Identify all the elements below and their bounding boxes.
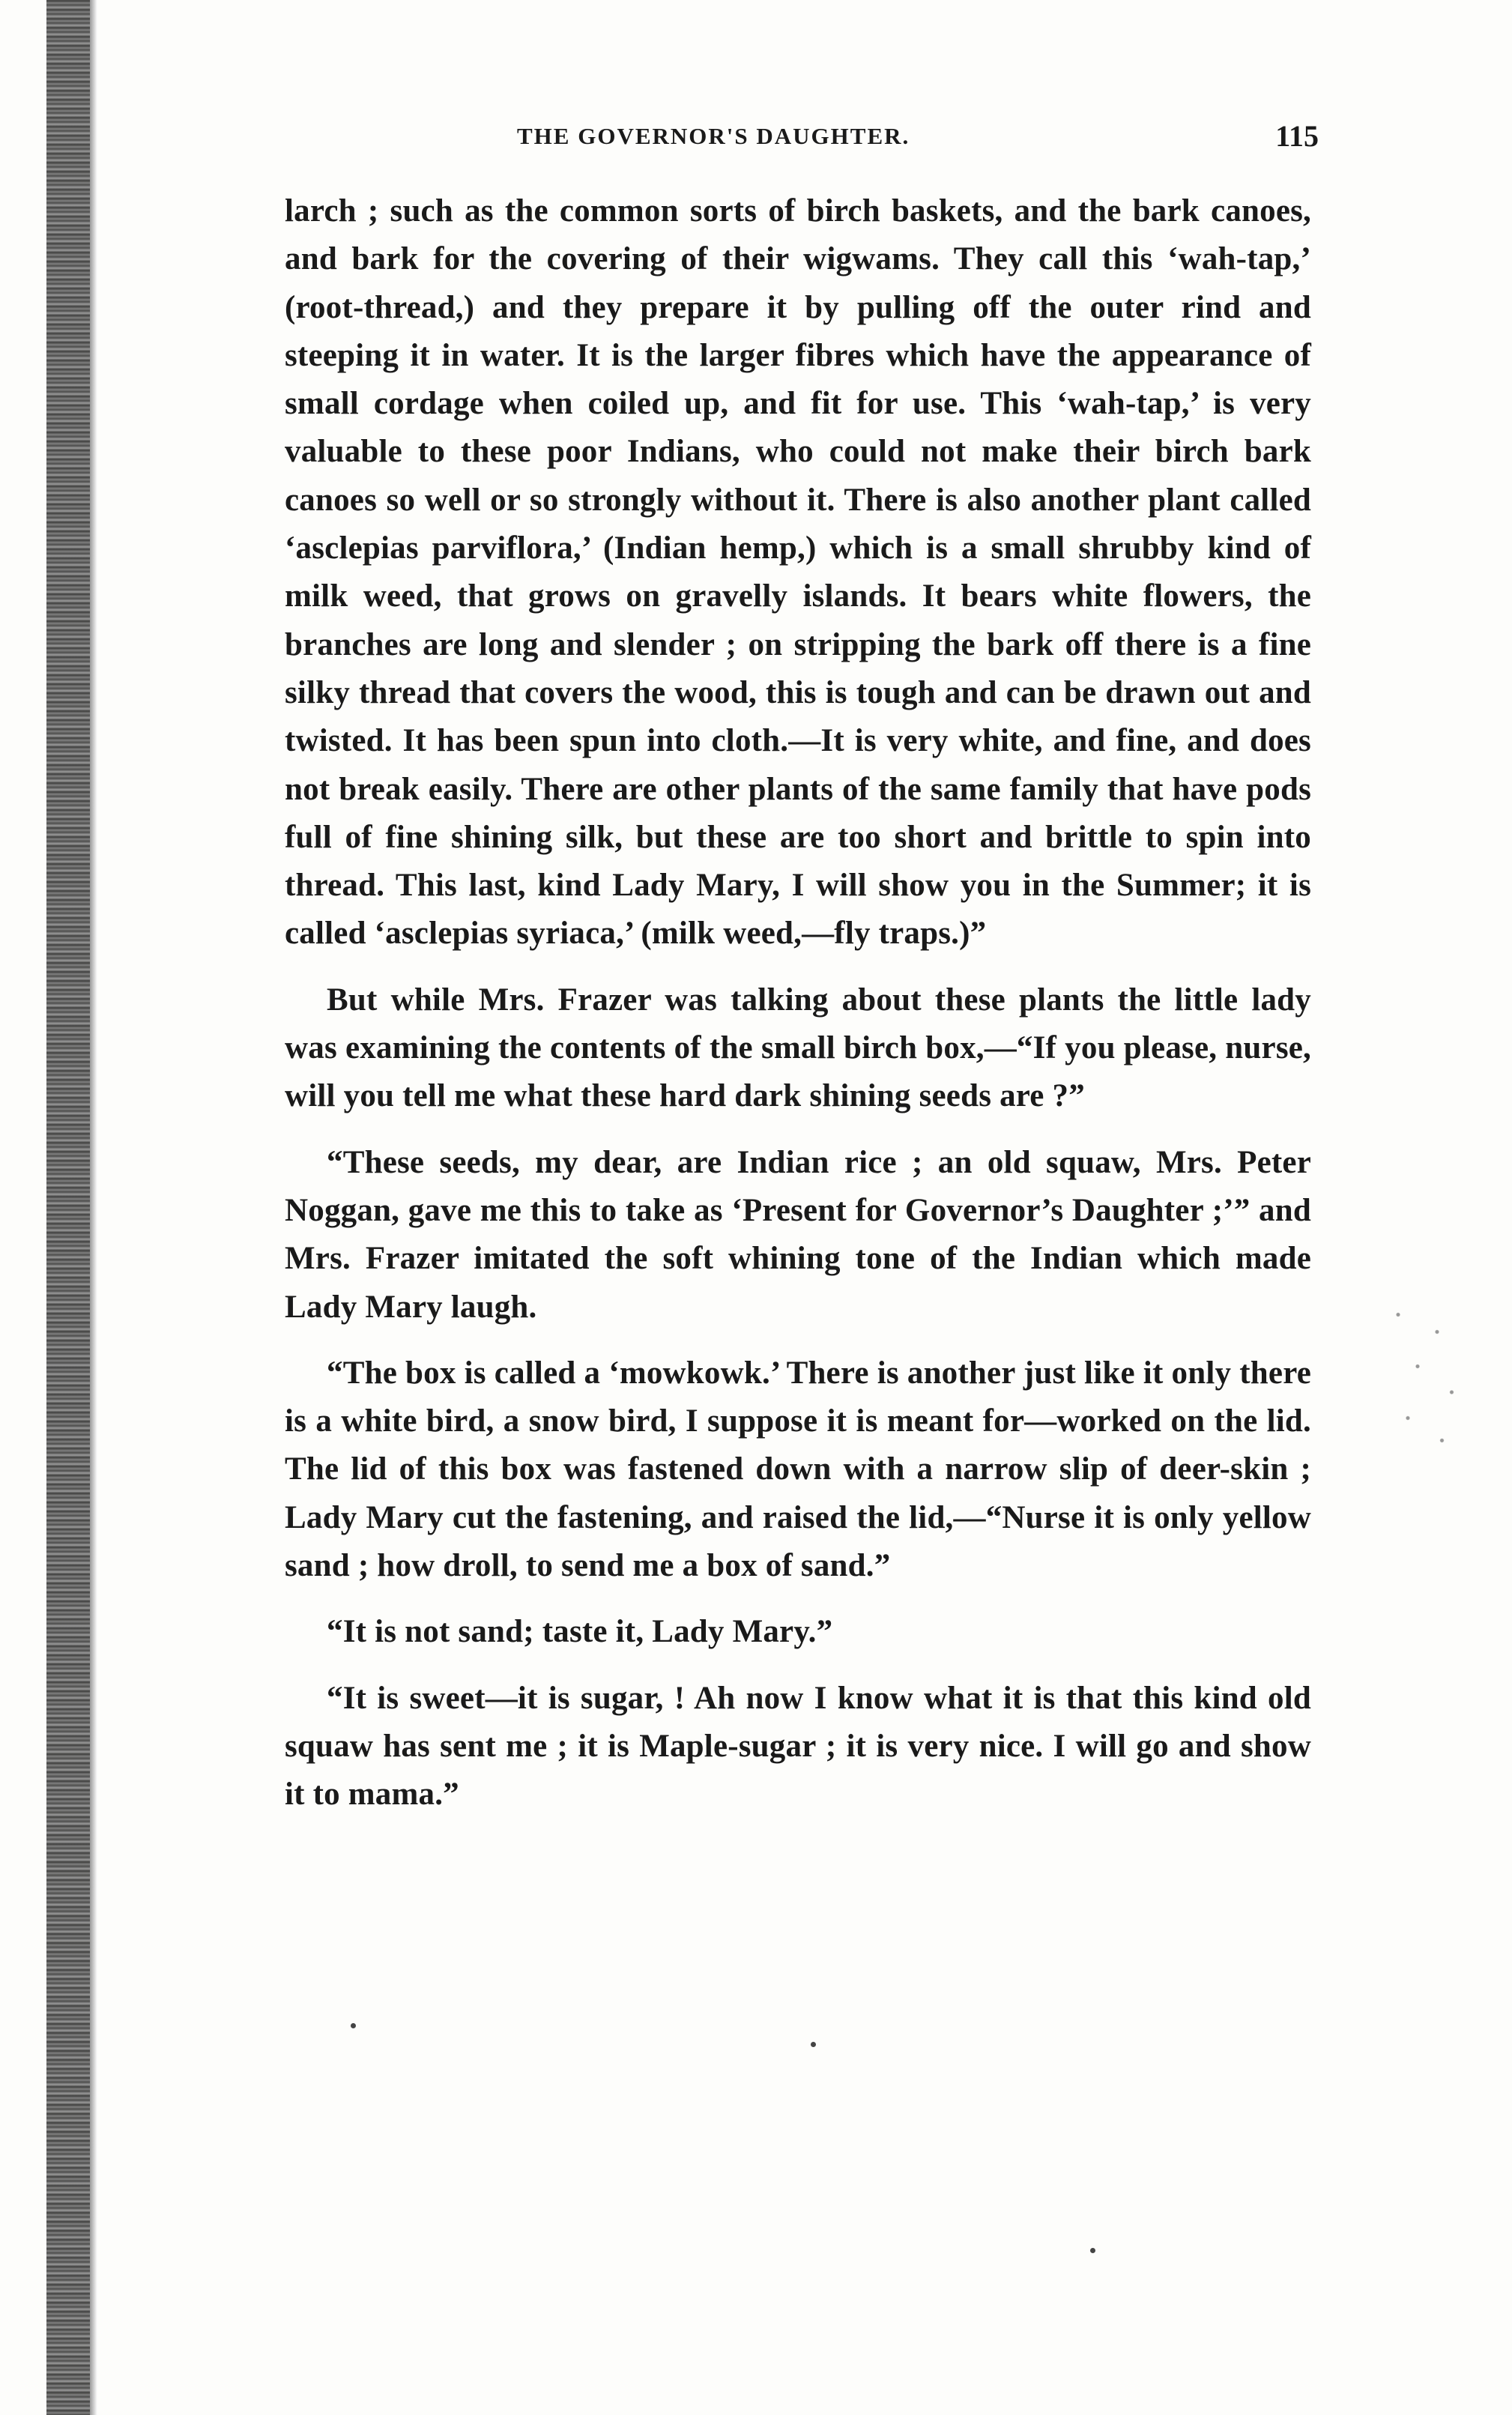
running-head xyxy=(285,118,1319,163)
paragraph-5: “It is not sand; taste it, Lady Mary.” xyxy=(327,1614,833,1650)
ink-speck xyxy=(351,2023,356,2028)
paragraph-1: larch ; such as the common sorts of birch baskets, and the bark canoes, and bark for the covering of their wigwams. They call this ‘wah-tap,’ (root-thread,) and they prepare it by pulling off the outer rind and steeping it in water. It is the larger fibres which have the appearance of small cordage when coiled up, and fit for use. This ‘wah-tap,’ is very valuable to these poor Indians, who could not make their birch bark canoes so well or so strongly without it. There is also another plant called ‘asclepias parviflora,’ (Indian hemp,) which is a small shrubby kind of milk weed, that grows on gravelly islands. It bears white flowers, the branches are long and slender ; on stripping the bark off there is a fine silky thread that covers the wood, this is tough and can be drawn out and twisted. It has been spun into cloth.—It is very white, and fine, and does not break easily. There are other plants of the same family that have pods full of fine shining silk, but these are too short and brittle to spin into thread. This last, kind Lady Mary, I will show you in the Summer; it is called ‘asclepias syriaca,’ (milk weed,—fly traps.)” xyxy=(285,193,1311,952)
page-number: 115 xyxy=(1275,119,1319,153)
paragraph-6: “It is sweet—it is sugar, ! Ah now I know what it is that this kind old squaw has sent me ; it is Maple-sugar ; it is very nice. I will go and show it to mama.” xyxy=(285,1680,1311,1813)
print-speckle xyxy=(1379,1289,1476,1461)
ink-speck xyxy=(1090,2248,1095,2253)
binding-edge-shadow xyxy=(90,0,97,2415)
paragraph-3: “These seeds, my dear, are Indian rice ; an old squaw, Mrs. Peter Noggan, gave me this to take as ‘Present for Governor’s Daughter ;’” and Mrs. Frazer imitated the soft whining tone of the Indian which made Lady Mary laugh. xyxy=(285,1144,1311,1325)
binding-gutter xyxy=(46,0,90,2415)
body-text xyxy=(285,187,1311,1837)
ink-speck xyxy=(811,2042,816,2047)
running-title: THE GOVERNOR'S DAUGHTER. xyxy=(517,123,910,149)
paragraph-2: But while Mrs. Frazer was talking about these plants the little lady was examining the contents of the small birch box,—“If you please, nurse, will you tell me what these hard dark shining seeds are ?” xyxy=(285,982,1311,1114)
paragraph-4: “The box is called a ‘mowkowk.’ There is another just like it only there is a white bird, a snow bird, I suppose it is meant for—worked on the lid. The lid of this box was fastened down with a narrow slip of deer-skin ; Lady Mary cut the fastening, and raised the lid,—“Nurse it is only yellow sand ; how droll, to send me a box of sand.” xyxy=(285,1355,1311,1584)
